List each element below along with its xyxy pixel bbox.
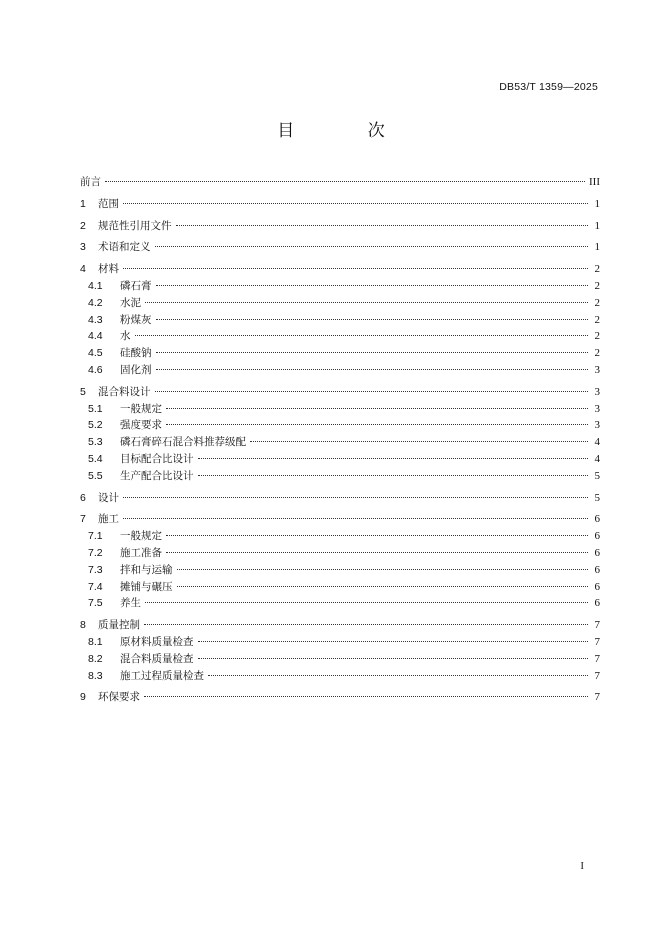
toc-entry-number: 2 — [80, 219, 86, 232]
toc-entry[interactable] — [80, 345, 600, 362]
toc-entry-number: 5.3 — [88, 436, 103, 449]
toc-entry[interactable] — [80, 451, 600, 468]
toc-dot-leader — [177, 586, 589, 587]
toc-dot-leader — [123, 518, 588, 519]
toc-entry-label: 水 — [120, 330, 131, 343]
toc-entry[interactable] — [80, 239, 600, 256]
toc-entry-label: 范围 — [98, 197, 119, 210]
toc-entry[interactable] — [80, 468, 600, 485]
toc-entry-label: 水泥 — [120, 296, 141, 309]
toc-entry-number: 7.2 — [88, 546, 103, 559]
toc-entry-number: 4.5 — [88, 347, 103, 360]
toc-entry-number: 5.4 — [88, 452, 103, 465]
toc-entry-page: 3 — [594, 419, 600, 432]
toc-dot-leader — [145, 602, 588, 603]
toc-dot-leader — [156, 319, 589, 320]
toc-entry-label: 施工 — [98, 513, 119, 526]
toc-entry-label: 固化剂 — [120, 363, 152, 376]
toc-entry-number: 5 — [80, 385, 86, 398]
toc-dot-leader — [250, 441, 588, 442]
toc-entry-label: 前言 — [80, 176, 101, 188]
toc-entry-label: 粉煤灰 — [120, 313, 152, 326]
toc-entry-page: 5 — [594, 491, 600, 504]
toc-entry-label: 磷石膏 — [120, 279, 152, 292]
toc-dot-leader — [123, 268, 588, 269]
toc-entry[interactable] — [80, 579, 600, 596]
toc-entry-label: 生产配合比设计 — [120, 469, 194, 482]
toc-entry[interactable] — [80, 634, 600, 651]
toc-entry-page: 6 — [594, 580, 600, 593]
toc-entry[interactable] — [80, 490, 600, 507]
toc-entry-label: 混合料设计 — [98, 385, 151, 398]
toc-entry-number: 8.1 — [88, 635, 103, 648]
toc-entry-number: 8 — [80, 619, 86, 632]
toc-dot-leader — [155, 246, 589, 247]
toc-entry-page: 4 — [594, 436, 600, 449]
toc-entry[interactable] — [80, 417, 600, 434]
toc-entry[interactable] — [80, 545, 600, 562]
toc-entry-label: 一般规定 — [120, 402, 162, 415]
toc-entry-number: 5.2 — [88, 419, 103, 432]
toc-entry-page: 6 — [594, 546, 600, 559]
toc-entry[interactable] — [80, 174, 600, 191]
toc-entry-page: III — [589, 176, 600, 188]
toc-entry-label: 设计 — [98, 491, 119, 504]
toc-dot-leader — [198, 641, 589, 642]
toc-entry-page: 6 — [594, 597, 600, 610]
toc-entry-page: 6 — [594, 563, 600, 576]
toc-entry[interactable] — [80, 384, 600, 401]
toc-dot-leader — [156, 352, 589, 353]
toc-entry[interactable] — [80, 528, 600, 545]
toc-entry-number: 7.3 — [88, 563, 103, 576]
toc-entry-number: 4.1 — [88, 279, 103, 292]
toc-entry-label: 施工准备 — [120, 546, 162, 559]
toc-entry[interactable] — [80, 261, 600, 278]
toc-entry[interactable] — [80, 511, 600, 528]
toc-entry-number: 8.2 — [88, 652, 103, 665]
toc-entry-page: 2 — [594, 313, 600, 326]
toc-dot-leader — [123, 497, 588, 498]
toc-entry-number: 5.1 — [88, 402, 103, 415]
toc-dot-leader — [198, 458, 589, 459]
toc-entry[interactable] — [80, 196, 600, 213]
toc-entry-label: 规范性引用文件 — [98, 219, 172, 232]
toc-entry-label: 养生 — [120, 597, 141, 610]
toc-entry-number: 6 — [80, 491, 86, 504]
toc-title: 目 次 — [277, 121, 419, 141]
toc-entry-page: 7 — [594, 619, 600, 632]
toc-dot-leader — [155, 391, 589, 392]
toc-entry-page: 1 — [594, 197, 600, 210]
toc-entry[interactable] — [80, 562, 600, 579]
toc-entry-page: 7 — [594, 691, 600, 704]
toc-dot-leader — [198, 475, 589, 476]
toc-entry-number: 4.3 — [88, 313, 103, 326]
toc-entry-number: 4.4 — [88, 330, 103, 343]
toc-entry-label: 术语和定义 — [98, 241, 151, 254]
toc-entry-page: 2 — [594, 330, 600, 343]
toc-entry[interactable] — [80, 312, 600, 329]
toc-entry-page: 7 — [594, 635, 600, 648]
toc-entry-number: 7 — [80, 513, 86, 526]
toc-entry-label: 一般规定 — [120, 530, 162, 543]
toc-entry[interactable] — [80, 362, 600, 379]
toc-dot-leader — [144, 696, 588, 697]
toc-entry-page: 2 — [594, 347, 600, 360]
toc-entry-page: 3 — [594, 402, 600, 415]
toc-entry-page: 5 — [594, 469, 600, 482]
toc-entry-number: 7.4 — [88, 580, 103, 593]
toc-dot-leader — [123, 203, 588, 204]
toc-entry[interactable] — [80, 295, 600, 312]
toc-entry[interactable] — [80, 595, 600, 612]
toc-entry-label: 拌和与运输 — [120, 563, 173, 576]
toc-entry-label: 磷石膏碎石混合料推荐级配 — [120, 436, 246, 449]
toc-entry-page: 2 — [594, 279, 600, 292]
toc-entry-number: 4 — [80, 263, 86, 276]
toc-entry-number: 9 — [80, 691, 86, 704]
toc-dot-leader — [176, 225, 589, 226]
toc-entry[interactable] — [80, 218, 600, 235]
toc-entry-page: 4 — [594, 452, 600, 465]
toc-entry-page: 7 — [594, 669, 600, 682]
toc-entry[interactable] — [80, 617, 600, 634]
toc-entry-label: 强度要求 — [120, 419, 162, 432]
toc-entry-page: 2 — [594, 296, 600, 309]
toc-entry-number: 8.3 — [88, 669, 103, 682]
toc-entry-number: 7.1 — [88, 530, 103, 543]
toc-entry-label: 环保要求 — [98, 691, 140, 704]
toc-dot-leader — [166, 535, 588, 536]
toc-dot-leader — [166, 424, 588, 425]
toc-dot-leader — [198, 658, 589, 659]
toc-dot-leader — [208, 675, 588, 676]
document-code: DB53/T 1359—2025 — [499, 81, 598, 93]
toc-entry-page: 1 — [594, 219, 600, 232]
toc-entry-label: 硅酸钠 — [120, 347, 152, 360]
toc-entry-number: 4.6 — [88, 363, 103, 376]
toc-entry-label: 摊铺与碾压 — [120, 580, 173, 593]
toc-entry[interactable] — [80, 328, 600, 345]
toc-entry-number: 7.5 — [88, 597, 103, 610]
toc-entry-label: 目标配合比设计 — [120, 452, 194, 465]
toc-dot-leader — [105, 181, 585, 182]
toc-dot-leader — [166, 408, 588, 409]
toc-entry-page: 7 — [594, 652, 600, 665]
toc-entry-number: 3 — [80, 241, 86, 254]
toc-entry-page: 6 — [594, 513, 600, 526]
toc-dot-leader — [156, 285, 589, 286]
toc-entry-label: 原材料质量检查 — [120, 635, 194, 648]
footer-page-number: I — [580, 860, 584, 872]
toc-entry-number: 1 — [80, 197, 86, 210]
toc-entry-number: 4.2 — [88, 296, 103, 309]
toc-entry-label: 施工过程质量检查 — [120, 669, 204, 682]
toc-entry[interactable] — [80, 668, 600, 685]
toc-entry-label: 质量控制 — [98, 619, 140, 632]
toc-entry[interactable] — [80, 434, 600, 451]
table-of-contents — [80, 174, 600, 706]
toc-entry-page: 3 — [594, 385, 600, 398]
toc-dot-leader — [177, 569, 589, 570]
toc-entry[interactable] — [80, 278, 600, 295]
toc-entry-page: 1 — [594, 241, 600, 254]
toc-dot-leader — [144, 624, 588, 625]
toc-entry-label: 混合料质量检查 — [120, 652, 194, 665]
toc-entry-page: 6 — [594, 530, 600, 543]
toc-entry-number: 5.5 — [88, 469, 103, 482]
toc-entry[interactable] — [80, 401, 600, 418]
toc-entry[interactable] — [80, 689, 600, 706]
toc-dot-leader — [135, 335, 589, 336]
toc-dot-leader — [145, 302, 588, 303]
toc-entry-page: 2 — [594, 263, 600, 276]
toc-dot-leader — [156, 369, 589, 370]
toc-entry-label: 材料 — [98, 263, 119, 276]
toc-entry[interactable] — [80, 651, 600, 668]
toc-dot-leader — [166, 552, 588, 553]
toc-entry-page: 3 — [594, 363, 600, 376]
